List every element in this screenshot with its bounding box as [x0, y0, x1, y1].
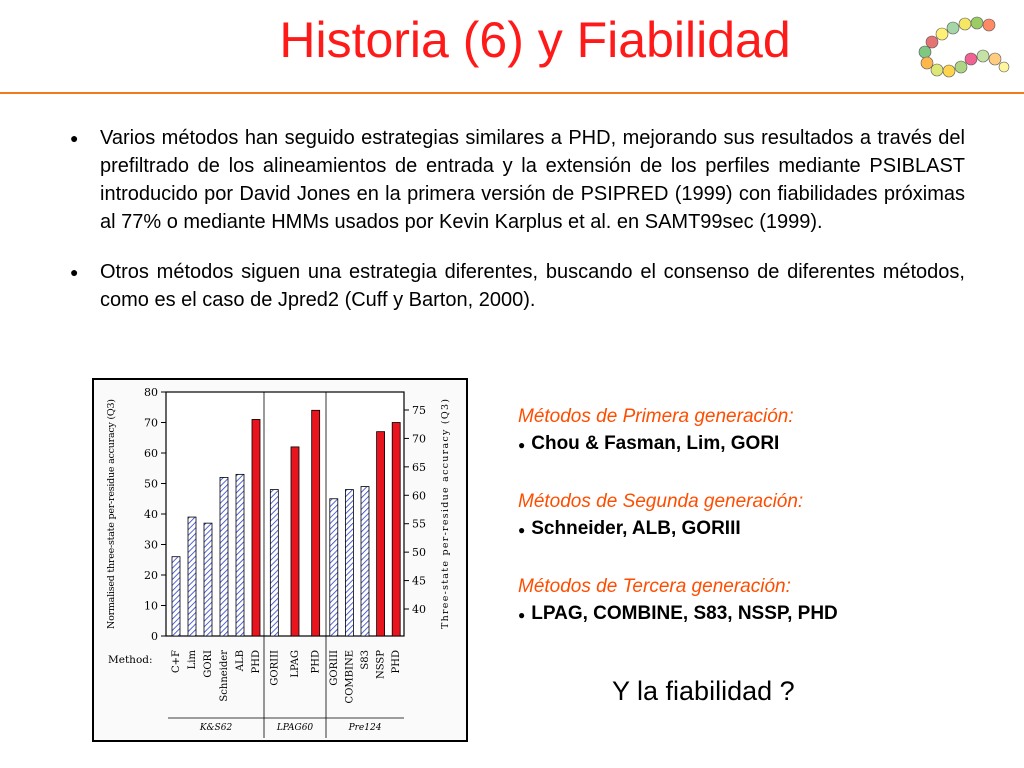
bullet-list [70, 124, 965, 336]
bar [377, 432, 385, 636]
y-axis-label-left: Normalised three-state per-residue accuracy (Q3) [106, 399, 117, 629]
y-tick-label-right: 70 [412, 432, 426, 446]
y-tick-label-left: 70 [144, 416, 158, 430]
bullet-dot-icon: ● [518, 438, 526, 452]
bar [188, 517, 196, 636]
bullet-item [70, 258, 965, 314]
bar-category-label: ALB [235, 650, 246, 672]
y-tick-label-left: 20 [144, 569, 158, 582]
y-tick-label-left: 40 [144, 508, 158, 521]
y-tick-label-left: 80 [144, 386, 158, 399]
group-label: LPAG60 [276, 723, 314, 733]
bullet-dot-icon: ● [70, 130, 79, 146]
method-generations [518, 404, 988, 659]
bar [392, 423, 400, 637]
accuracy-bar-chart [92, 378, 468, 742]
generation-methods: Chou & Fasman, Lim, GORI [531, 433, 780, 454]
generation-items [518, 430, 988, 459]
bullet-item [70, 124, 965, 236]
bar-category-label: PHD [310, 650, 322, 674]
bar-category-label: C+F [171, 650, 182, 673]
bar-category-label: PHD [391, 650, 403, 674]
y-tick-label-left: 60 [144, 447, 158, 460]
group-label: Pre124 [348, 723, 382, 733]
bar [236, 474, 244, 636]
bar-category-label: GORIII [328, 650, 340, 686]
bar-category-label: Schneider [219, 650, 230, 702]
y-tick-label-right: 45 [412, 574, 426, 588]
bullet-text: Varios métodos han seguido estrategias similares a PHD, mejorando sus resultados a través del prefiltrado de los alineamientos de entrada y la extensión de los perfiles mediante PSIBLAST introducido por David Jones en la primera versión de PSIPRED (1999) con fiabilidades próximas al 77% o mediante HMMs usados por Kevin Karplus et al. en SAMT99sec (1999). [100, 127, 965, 233]
bar [330, 499, 338, 636]
bar [204, 523, 212, 636]
bullet-dot-icon: ● [518, 523, 526, 537]
bar-category-label: Lim [187, 650, 198, 670]
y-tick-label-right: 40 [412, 603, 426, 616]
bar [252, 419, 260, 636]
y-tick-label-right: 75 [412, 404, 426, 417]
bar [291, 447, 299, 636]
y-tick-label-left: 0 [151, 630, 158, 643]
bar-category-label: S83 [360, 650, 371, 670]
bullet-text: Otros métodos siguen una estrategia diferentes, buscando el consenso de diferentes métodos, como es el caso de Jpred2 (Cuff y Barton, 2000). [100, 261, 965, 311]
bullet-dot-icon: ● [518, 608, 526, 622]
protein-chain-logo-icon [905, 14, 1015, 84]
y-axis-label-right: Three-state per-residue accuracy (Q3) [440, 399, 451, 629]
y-tick-label-left: 50 [144, 477, 158, 491]
y-tick-label-right: 60 [412, 489, 426, 503]
y-tick-label-right: 65 [412, 460, 426, 474]
bar [345, 490, 353, 636]
generation-methods: Schneider, ALB, GORIII [531, 518, 741, 539]
generation-methods: LPAG, COMBINE, S83, NSSP, PHD [531, 603, 838, 624]
bar-category-label: NSSP [375, 650, 387, 680]
group-label: K&S62 [199, 723, 233, 733]
y-tick-label-left: 30 [144, 538, 158, 552]
title-divider [0, 92, 1024, 94]
generation-items [518, 600, 988, 629]
bar-category-label: GORIII [269, 650, 281, 686]
generation-heading: Métodos de Segunda generación: [518, 491, 804, 512]
bar [270, 490, 278, 636]
bar [172, 557, 180, 636]
generation-heading: Métodos de Primera generación: [518, 406, 794, 427]
closing-question: Y la fiabilidad ? [612, 676, 795, 706]
generation-heading: Métodos de Tercera generación: [518, 576, 791, 597]
bullet-dot-icon: ● [70, 264, 79, 280]
y-tick-label-right: 50 [412, 546, 426, 560]
bar [220, 477, 228, 636]
bar [312, 410, 320, 636]
bar [361, 487, 369, 636]
slide-title: Historia (6) y Fiabilidad [279, 12, 791, 68]
method-label: Method: [108, 654, 153, 666]
generation-items [518, 515, 988, 544]
bar-category-label: PHD [251, 650, 262, 674]
y-tick-label-right: 55 [412, 517, 426, 531]
bar-category-label: LPAG [290, 650, 301, 678]
bar-category-label: COMBINE [344, 650, 356, 704]
y-tick-label-left: 10 [144, 599, 158, 613]
bar-category-label: GORI [203, 650, 214, 678]
